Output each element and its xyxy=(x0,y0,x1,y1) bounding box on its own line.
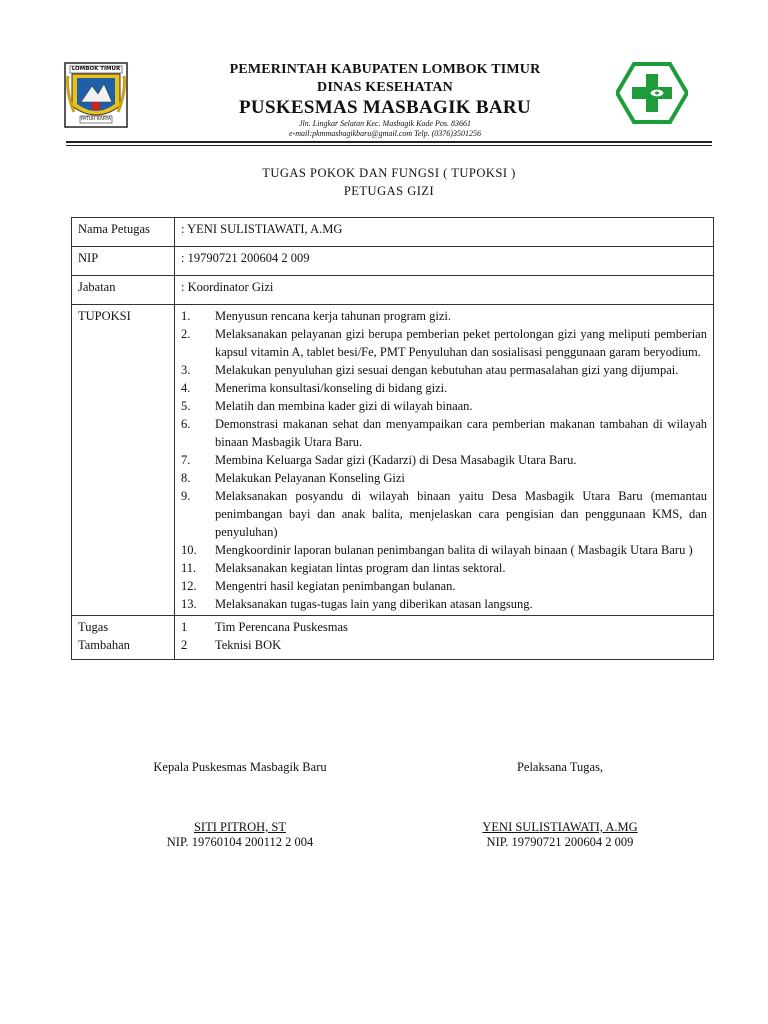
list-item-text: Melaksanakan kegiatan lintas program dan lintas sektoral. xyxy=(215,561,506,575)
list-item xyxy=(181,577,707,595)
row-label: NIP xyxy=(72,247,175,276)
logo-bottom-label: PATUH KARYA xyxy=(80,117,112,122)
list-item-number: 9. xyxy=(181,489,191,503)
list-item xyxy=(181,469,707,487)
tambahan-label xyxy=(72,616,175,660)
list-item-number: 2. xyxy=(181,327,191,341)
row-label: Jabatan xyxy=(72,276,175,305)
signature-left-title: Kepala Puskesmas Masbagik Baru xyxy=(153,760,327,774)
header-rule-thin xyxy=(66,145,712,146)
tambahan-list-cell xyxy=(175,616,714,660)
doc-title-line1: TUGAS POKOK DAN FUNGSI ( TUPOKSI ) xyxy=(262,166,516,180)
list-item xyxy=(181,325,707,361)
list-item-number: 6. xyxy=(181,417,191,431)
list-item xyxy=(181,595,707,613)
header-line1: PEMERINTAH KABUPATEN LOMBOK TIMUR xyxy=(229,62,541,77)
tupoksi-label: TUPOKSI xyxy=(72,305,175,616)
list-item xyxy=(181,559,707,577)
list-item xyxy=(181,451,707,469)
tambahan-list xyxy=(181,618,707,654)
list-item-number: 1 xyxy=(181,620,188,634)
signature-left-nip: NIP. 19760104 200112 2 004 xyxy=(166,835,314,849)
row-value: : 19790721 200604 2 009 xyxy=(175,247,714,276)
logo-top-label: LOMBOK TIMUR xyxy=(71,66,121,72)
list-item-text: Demonstrasi makanan sehat dan menyampaikan cara pemberian makanan tambahan di wilayah binaan Masbagik Utara Baru. xyxy=(215,417,707,449)
list-item-text: Mengentri hasil kegiatan penimbangan bulanan. xyxy=(215,579,456,593)
header-address: Jln. Lingkar Selatan Kec. Masbagik Kode Pos. 83661 xyxy=(299,119,471,128)
list-item-number: 8. xyxy=(181,471,191,485)
list-item-text: Melakukan penyuluhan gizi sesuai dengan kebutuhan atau permasalahan gizi yang dijumpai. xyxy=(215,363,679,377)
tambahan-label-line2: Tambahan xyxy=(78,638,130,652)
table-row-tupoksi xyxy=(72,305,714,616)
tambahan-label-line1: Tugas xyxy=(78,620,109,634)
header-line3: PUSKESMAS MASBAGIK BARU xyxy=(239,97,531,118)
row-label: Nama Petugas xyxy=(72,218,175,247)
list-item xyxy=(181,541,707,559)
tupoksi-table xyxy=(71,217,714,660)
list-item xyxy=(181,487,707,541)
list-item-number: 12. xyxy=(181,579,197,593)
list-item-text: Mengkoordinir laporan bulanan penimbangan balita di wilayah binaan ( Masbagik Utara Baru ) xyxy=(215,543,693,557)
list-item-text: Menerima konsultasi/konseling di bidang gizi. xyxy=(215,381,448,395)
list-item-text: Tim Perencana Puskesmas xyxy=(215,620,348,634)
list-item-text: Melaksanakan tugas-tugas lain yang diberikan atasan langsung. xyxy=(215,597,533,611)
list-item-text: Menyusun rencana kerja tahunan program gizi. xyxy=(215,309,452,323)
list-item-number: 5. xyxy=(181,399,191,413)
list-item xyxy=(181,397,707,415)
tupoksi-list-cell xyxy=(175,305,714,616)
table-row xyxy=(72,276,714,305)
header-line2: DINAS KESEHATAN xyxy=(317,80,453,95)
signature-right-nip: NIP. 19790721 200604 2 009 xyxy=(486,835,634,849)
list-item-number: 3. xyxy=(181,363,191,377)
list-item-number: 4. xyxy=(181,381,191,395)
list-item xyxy=(181,636,707,654)
list-item xyxy=(181,361,707,379)
table-row xyxy=(72,218,714,247)
list-item-text: Melaksanakan posyandu di wilayah binaan yaitu Desa Masbagik Utara Baru (memantau penimbangan bayi dan anak balita, menjelaskan cara pengisian dan penggunaan KMS, dan penyuluhan) xyxy=(215,489,707,539)
signature-right-name: YENI SULISTIAWATI, A.MG xyxy=(482,820,638,834)
list-item xyxy=(181,379,707,397)
signature-right-title: Pelaksana Tugas, xyxy=(516,760,604,774)
list-item xyxy=(181,307,707,325)
row-value: : Koordinator Gizi xyxy=(175,276,714,305)
list-item xyxy=(181,415,707,451)
header-contact: e-mail:pkmmasbagikbaru@gmail.com Telp. (0376)3501256 xyxy=(289,129,481,138)
table-row-tambahan xyxy=(72,616,714,660)
signature-left-name: SITI PITROH, ST xyxy=(193,820,287,834)
doc-title-line2: PETUGAS GIZI xyxy=(343,184,435,198)
table-row xyxy=(72,247,714,276)
list-item-number: 13. xyxy=(181,597,197,611)
tupoksi-list xyxy=(181,307,707,613)
list-item-number: 1. xyxy=(181,309,191,323)
lombok-timur-logo xyxy=(64,62,128,128)
list-item-text: Melatih dan membina kader gizi di wilayah binaan. xyxy=(215,399,473,413)
list-item-text: Melakukan Pelayanan Konseling Gizi xyxy=(215,471,405,485)
row-value: : YENI SULISTIAWATI, A.MG xyxy=(175,218,714,247)
list-item-text: Melaksanakan pelayanan gizi berupa pemberian peket pertolongan gizi yang meliputi pemberian kapsul vitamin A, tablet besi/Fe, PMT Penyuluhan dan sosialisasi penggunaan garam beryodium. xyxy=(215,327,707,359)
list-item-number: 7. xyxy=(181,453,191,467)
list-item-text: Teknisi BOK xyxy=(215,638,282,652)
header-rule-thick xyxy=(66,141,712,143)
health-cross-icon xyxy=(616,62,688,124)
puskesmas-logo xyxy=(616,62,688,124)
list-item-number: 10. xyxy=(181,543,197,557)
list-item-text: Membina Keluarga Sadar gizi (Kadarzi) di Desa Masabagik Utara Baru. xyxy=(215,453,577,467)
list-item xyxy=(181,618,707,636)
list-item-number: 2 xyxy=(181,638,188,652)
list-item-number: 11. xyxy=(181,561,197,575)
